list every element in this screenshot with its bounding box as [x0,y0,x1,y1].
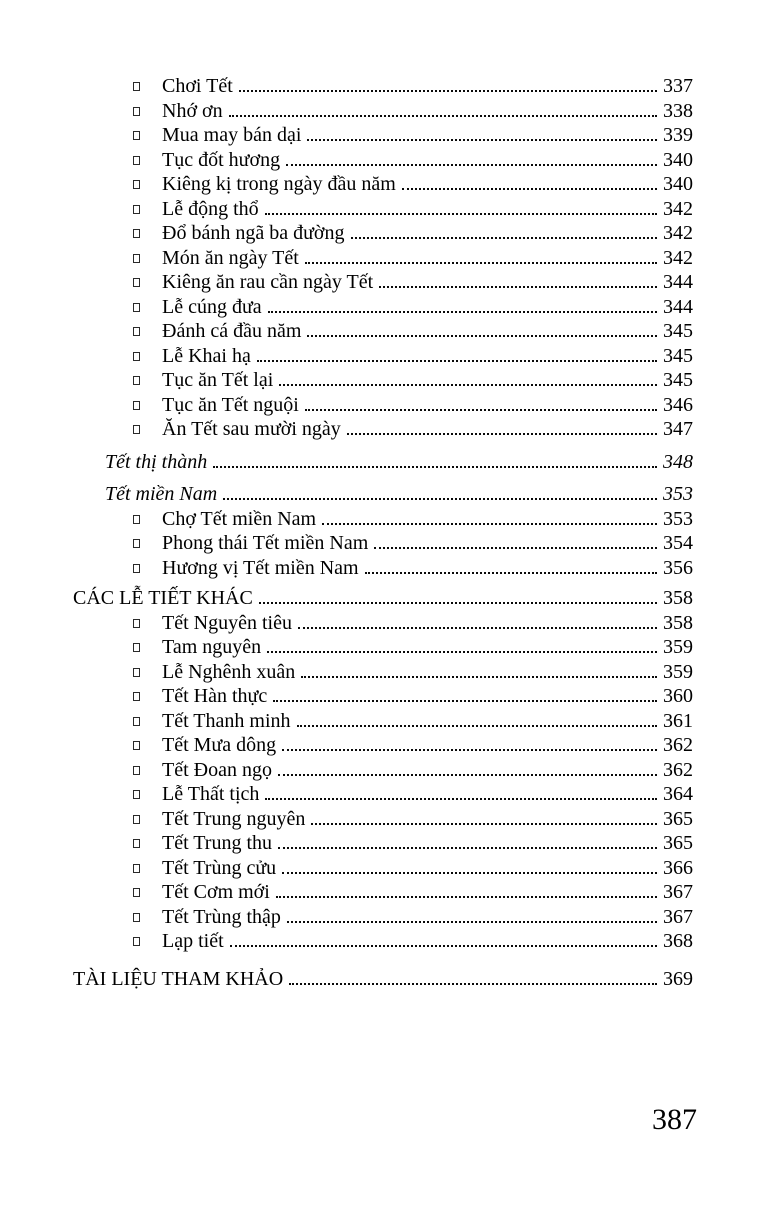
toc-entry-page: 344 [663,271,693,293]
dot-leader [307,139,657,141]
toc-entry [73,586,693,611]
dot-leader [267,651,657,653]
dot-leader [322,523,657,525]
hollow-square-bullet-icon [133,864,140,873]
toc-entry-label: Mua may bán dại [162,124,302,146]
hollow-square-bullet-icon [133,515,140,524]
toc-entry-label: Tết Hàn thực [162,685,268,707]
dot-leader [289,983,657,985]
toc-entry-label: Tết Đoan ngọ [162,758,272,781]
toc-entry-page: 359 [663,660,693,683]
hollow-square-bullet-icon [133,425,140,434]
dot-leader [297,725,658,727]
toc-entry [73,393,693,418]
hollow-square-bullet-icon [133,327,140,336]
dot-leader [279,384,657,386]
toc-entry-page: 354 [663,532,693,554]
dot-leader [351,237,658,239]
toc-entry-page: 342 [663,222,693,244]
toc-entry-page: 344 [663,295,693,318]
toc-entry [73,344,693,369]
toc-entry [73,758,693,783]
hollow-square-bullet-icon [133,790,140,799]
toc-entry [73,856,693,881]
hollow-square-bullet-icon [133,278,140,287]
dot-leader [402,188,657,190]
toc-entry-page: 358 [663,587,693,609]
toc-entry [73,807,693,832]
toc-entry-label: Lễ Khai hạ [162,344,251,367]
dot-leader [347,433,657,435]
dot-leader [230,945,657,947]
hollow-square-bullet-icon [133,619,140,628]
toc-entry-label: Kiêng ăn rau cần ngày Tết [162,271,374,293]
toc-entry-page: 345 [663,344,693,367]
hollow-square-bullet-icon [133,107,140,116]
toc-entry-page: 353 [663,507,693,530]
dot-leader [301,676,657,678]
toc-entry-label: Hương vị Tết miền Nam [162,556,359,579]
toc-entry-page: 360 [663,685,693,707]
hollow-square-bullet-icon [133,937,140,946]
dot-leader [265,213,657,215]
dot-leader [305,409,657,411]
toc-entry [73,246,693,271]
toc-entry-label: Tết Trùng cửu [162,856,277,879]
toc-entry-label: Đánh cá đầu năm [162,320,302,342]
toc-entry-page: 353 [663,483,693,505]
toc-entry [73,417,693,442]
toc-entry-label: TÀI LIỆU THAM KHẢO [73,967,284,990]
dot-leader [259,602,657,604]
toc-entry [73,709,693,734]
toc-entry-label: Đổ bánh ngã ba đường [162,222,345,244]
hollow-square-bullet-icon [133,180,140,189]
toc-entry-page: 348 [663,450,693,473]
dot-leader [239,90,657,92]
toc-entry [73,905,693,930]
toc-entry-label: Tục ăn Tết lại [162,369,274,391]
toc-entry [73,221,693,246]
toc-entry-page: 340 [663,173,693,195]
toc-entry [73,74,693,99]
toc-entry [73,99,693,124]
toc-entry-page: 337 [663,75,693,97]
toc-entry [73,172,693,197]
toc-entry-label: Chợ Tết miền Nam [162,507,317,530]
toc-entry-page: 347 [663,418,693,440]
hollow-square-bullet-icon [133,156,140,165]
toc-entry-label: Tục đốt hương [162,148,281,171]
toc-entry-page: 339 [663,124,693,146]
dot-leader [278,774,657,776]
hollow-square-bullet-icon [133,692,140,701]
toc-entry-label: Tam nguyên [162,636,262,658]
hollow-square-bullet-icon [133,205,140,214]
hollow-square-bullet-icon [133,376,140,385]
toc-entry-page: 361 [663,709,693,732]
toc-entry [73,880,693,905]
toc-entry-label: Chơi Tết [162,75,233,97]
toc-entry [105,450,693,475]
toc-entry-label: Tết Trung thu [162,832,273,854]
hollow-square-bullet-icon [133,131,140,140]
toc-entry [73,782,693,807]
toc-entry-page: 345 [663,320,693,342]
toc-entry [73,611,693,636]
dot-leader [305,262,657,264]
hollow-square-bullet-icon [133,839,140,848]
hollow-square-bullet-icon [133,888,140,897]
dot-leader [273,700,657,702]
toc-entry [73,123,693,148]
toc-entry-page: 362 [663,734,693,756]
toc-entry-label: Kiêng kị trong ngày đầu năm [162,173,396,195]
toc-entry [73,270,693,295]
hollow-square-bullet-icon [133,303,140,312]
toc-entry [105,482,693,507]
hollow-square-bullet-icon [133,564,140,573]
toc-entry [73,831,693,856]
dot-leader [365,572,657,574]
hollow-square-bullet-icon [133,717,140,726]
toc-entry [73,531,693,556]
toc-entry-page: 346 [663,393,693,416]
dot-leader [282,749,657,751]
toc-entry-page: 359 [663,636,693,658]
toc-entry-page: 340 [663,148,693,171]
hollow-square-bullet-icon [133,668,140,677]
toc-entry-label: Tết Trung nguyên [162,807,306,830]
toc-entry-page: 366 [663,856,693,879]
toc-entry [73,929,693,954]
hollow-square-bullet-icon [133,913,140,922]
hollow-square-bullet-icon [133,254,140,263]
toc-entry-label: Lễ động thổ [162,197,259,220]
dot-leader [257,360,657,362]
toc-entry [73,635,693,660]
hollow-square-bullet-icon [133,815,140,824]
dot-leader [287,921,657,923]
dot-leader [286,164,657,166]
table-of-contents [73,74,693,991]
toc-entry-label: Lễ Nghênh xuân [162,660,296,683]
toc-entry-page: 365 [663,832,693,854]
dot-leader [229,115,657,117]
toc-entry [73,733,693,758]
dot-leader [307,335,657,337]
hollow-square-bullet-icon [133,539,140,548]
dot-leader [282,872,657,874]
toc-entry [73,556,693,581]
toc-entry-label: Tục ăn Tết nguội [162,393,299,416]
hollow-square-bullet-icon [133,741,140,750]
hollow-square-bullet-icon [133,643,140,652]
dot-leader [223,498,657,500]
toc-entry [73,148,693,173]
toc-entry [73,319,693,344]
page-number-folio: 387 [652,1103,697,1136]
toc-entry-label: Tết Nguyên tiêu [162,611,292,634]
toc-entry-page: 369 [663,967,693,990]
toc-entry [73,967,693,992]
toc-entry-page: 364 [663,783,693,805]
toc-entry-page: 365 [663,807,693,830]
dot-leader [276,896,657,898]
toc-entry [73,660,693,685]
hollow-square-bullet-icon [133,352,140,361]
dot-leader [278,847,657,849]
toc-entry-page: 342 [663,197,693,220]
dot-leader [268,311,657,313]
hollow-square-bullet-icon [133,401,140,410]
toc-entry-label: Ăn Tết sau mười ngày [162,418,341,440]
toc-entry [73,197,693,222]
toc-entry-page: 338 [663,99,693,122]
dot-leader [311,823,657,825]
toc-entry-label: Tết Thanh minh [162,709,291,732]
toc-entry-label: Lễ cúng đưa [162,295,262,318]
toc-entry-label: Lễ Thất tịch [162,783,260,805]
toc-entry [73,507,693,532]
toc-entry [73,684,693,709]
toc-entry-label: Tết Cơm mới [162,881,270,903]
toc-entry-page: 342 [663,246,693,269]
toc-entry-page: 358 [663,611,693,634]
toc-entry-label: Nhớ ơn [162,99,223,122]
toc-entry-label: Phong thái Tết miền Nam [162,532,369,554]
hollow-square-bullet-icon [133,229,140,238]
toc-entry-page: 367 [663,881,693,903]
toc-entry-page: 367 [663,905,693,928]
toc-entry-label: Tết thị thành [105,450,208,473]
toc-entry [73,295,693,320]
dot-leader [265,798,657,800]
toc-entry-label: Lạp tiết [162,930,224,952]
toc-entry-label: Tết Mưa dông [162,734,277,756]
toc-entry [73,368,693,393]
dot-leader [379,286,657,288]
dot-leader [374,547,657,549]
toc-entry-page: 345 [663,369,693,391]
hollow-square-bullet-icon [133,82,140,91]
toc-entry-label: Tết Trùng thập [162,905,281,928]
toc-entry-page: 368 [663,930,693,952]
toc-entry-label: Món ăn ngày Tết [162,246,299,269]
toc-entry-label: CÁC LỄ TIẾT KHÁC [73,587,253,609]
toc-entry-page: 362 [663,758,693,781]
toc-entry-page: 356 [663,556,693,579]
dot-leader [298,627,657,629]
toc-entry-label: Tết miền Nam [105,483,218,505]
dot-leader [213,466,657,468]
hollow-square-bullet-icon [133,766,140,775]
